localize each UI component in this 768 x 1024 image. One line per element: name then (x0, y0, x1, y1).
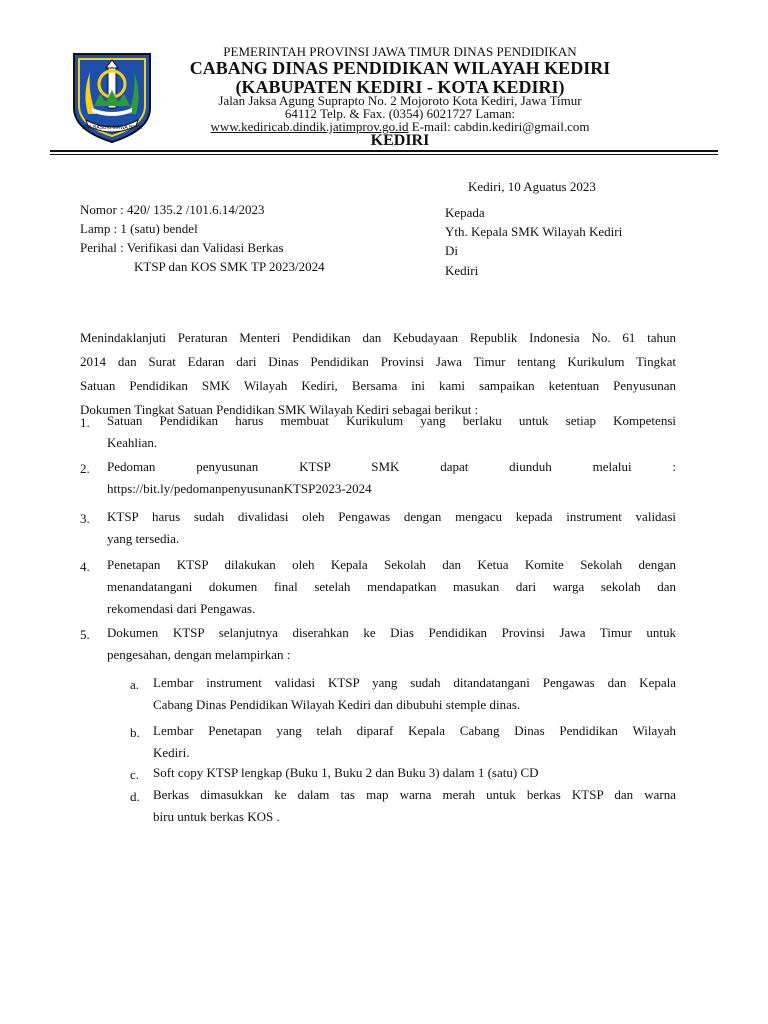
recipient-at: Di (445, 243, 458, 258)
letter-number: Nomor : 420/ 135.2 /101.6.14/2023 (80, 202, 265, 217)
logo-motto: JER BASUKI MAWA BEYA (82, 125, 142, 131)
intro-paragraph (80, 326, 676, 422)
letterhead-phone: 64112 Telp. & Fax. (0354) 6021727 Laman: (284, 106, 516, 121)
item-number: 1. (80, 415, 90, 430)
sub-list-item (153, 672, 676, 716)
email-text: E-mail: cabdin.kediri@gmail.com (408, 119, 590, 134)
intro-line: 2014 dan Surat Edaran dari Dinas Pendidikan Provinsi Jawa Timur tentang Kurikulum Tingkat (80, 354, 676, 369)
item-line: KTSP harus sudah divalidasi oleh Pengawas dengan mengacu kepada instrument validasi (107, 509, 676, 524)
letterhead-address: Jalan Jaksa Agung Suprapto No. 2 Mojoroto Kota Kediri, Jawa Timur (218, 93, 582, 108)
item-link-line: https://bit.ly/pedomanpenyusunanKTSP2023-2024 (107, 481, 372, 496)
item-number: 5. (80, 627, 90, 642)
intro-line: Satuan Pendidikan SMK Wilayah Kediri, Bersama ini kami sampaikan ketentuan Penyusunan (80, 378, 676, 393)
list-item (107, 410, 676, 454)
subitem-line: Lembar Penetapan yang telah diparaf Kepala Cabang Dinas Pendidikan Wilayah (153, 723, 676, 738)
item-line: Penetapan KTSP dilakukan oleh Kepala Sekolah dan Ketua Komite Sekolah dengan (107, 557, 676, 572)
recipient-place: Kediri (445, 263, 479, 278)
item-line: rekomendasi dari Pengawas. (107, 601, 256, 616)
subitem-letter: a. (130, 677, 140, 692)
intro-line: Dokumen Tingkat Satuan Pendidikan SMK Wilayah Kediri sebagai berikut : (80, 402, 479, 417)
list-item (107, 456, 676, 500)
letter-subject-continued: KTSP dan KOS SMK TP 2023/2024 (134, 259, 325, 274)
item-line: Keahlian. (107, 435, 158, 450)
subitem-letter: d. (130, 789, 140, 804)
letter-subject: Perihal : Verifikasi dan Validasi Berkas (80, 240, 284, 255)
item-number: 4. (80, 559, 90, 574)
letterhead-government: PEMERINTAH PROVINSI JAWA TIMUR DINAS PENDIDIKAN (223, 44, 577, 59)
subitem-line: Kediri. (153, 745, 190, 760)
subitem-line: Soft copy KTSP lengkap (Buku 1, Buku 2 dan Buku 3) dalam 1 (satu) CD (153, 765, 539, 780)
sub-list-item (153, 762, 676, 784)
subitem-line: Berkas dimasukkan ke dalam tas map warna merah untuk berkas KTSP dan warna (153, 787, 676, 802)
item-number: 2. (80, 461, 90, 476)
letterhead-rule-thick (50, 150, 718, 152)
letterhead-city: KEDIRI (370, 132, 430, 149)
item-number: 3. (80, 511, 90, 526)
item-line: yang tersedia. (107, 531, 180, 546)
list-item (107, 622, 676, 666)
letterhead-region: (KABUPATEN KEDIRI - KOTA KEDIRI) (235, 77, 565, 97)
item-line: Pedoman penyusunan KTSP SMK dapat diunduh melalui : (107, 459, 676, 474)
recipient-to: Kepada (445, 205, 485, 220)
list-item (107, 506, 676, 550)
item-line: Satuan Pendidikan harus membuat Kurikulum yang berlaku untuk setiap Kompetensi (107, 413, 676, 428)
letter-attachment: Lamp : 1 (satu) bendel (80, 221, 198, 236)
letterhead-agency: CABANG DINAS PENDIDIKAN WILAYAH KEDIRI (189, 58, 611, 78)
subitem-letter: b. (130, 725, 140, 740)
letterhead-rule-thin (50, 154, 718, 155)
item-line: Dokumen KTSP selanjutnya diserahkan ke Dias Pendidikan Provinsi Jawa Timur untuk (107, 625, 676, 640)
item-line: menandatangani dokumen final setelah mendapatkan masukan dari warga sekolah dan (107, 579, 676, 594)
subitem-line: biru untuk berkas KOS . (153, 809, 280, 824)
letter-date: Kediri, 10 Aguatus 2023 (468, 179, 596, 194)
intro-line: Menindaklanjuti Peraturan Menteri Pendidikan dan Kebudayaan Republik Indonesia No. 61 tahun (80, 330, 676, 345)
subitem-letter: c. (130, 767, 140, 782)
recipient-title: Yth. Kepala SMK Wilayah Kediri (445, 224, 623, 239)
east-java-coat-of-arms-icon (70, 50, 154, 144)
sub-list-item (153, 784, 676, 828)
list-item (107, 554, 676, 620)
subitem-line: Cabang Dinas Pendidikan Wilayah Kediri dan dibubuhi stemple dinas. (153, 697, 521, 712)
subitem-line: Lembar instrument validasi KTSP yang sudah ditandatangani Pengawas dan Kepala (153, 675, 676, 690)
website-link[interactable]: www.kediricab.dindik.jatimprov.go.id (210, 119, 409, 134)
item-line: pengesahan, dengan melampirkan : (107, 647, 291, 662)
sub-list-item (153, 720, 676, 764)
